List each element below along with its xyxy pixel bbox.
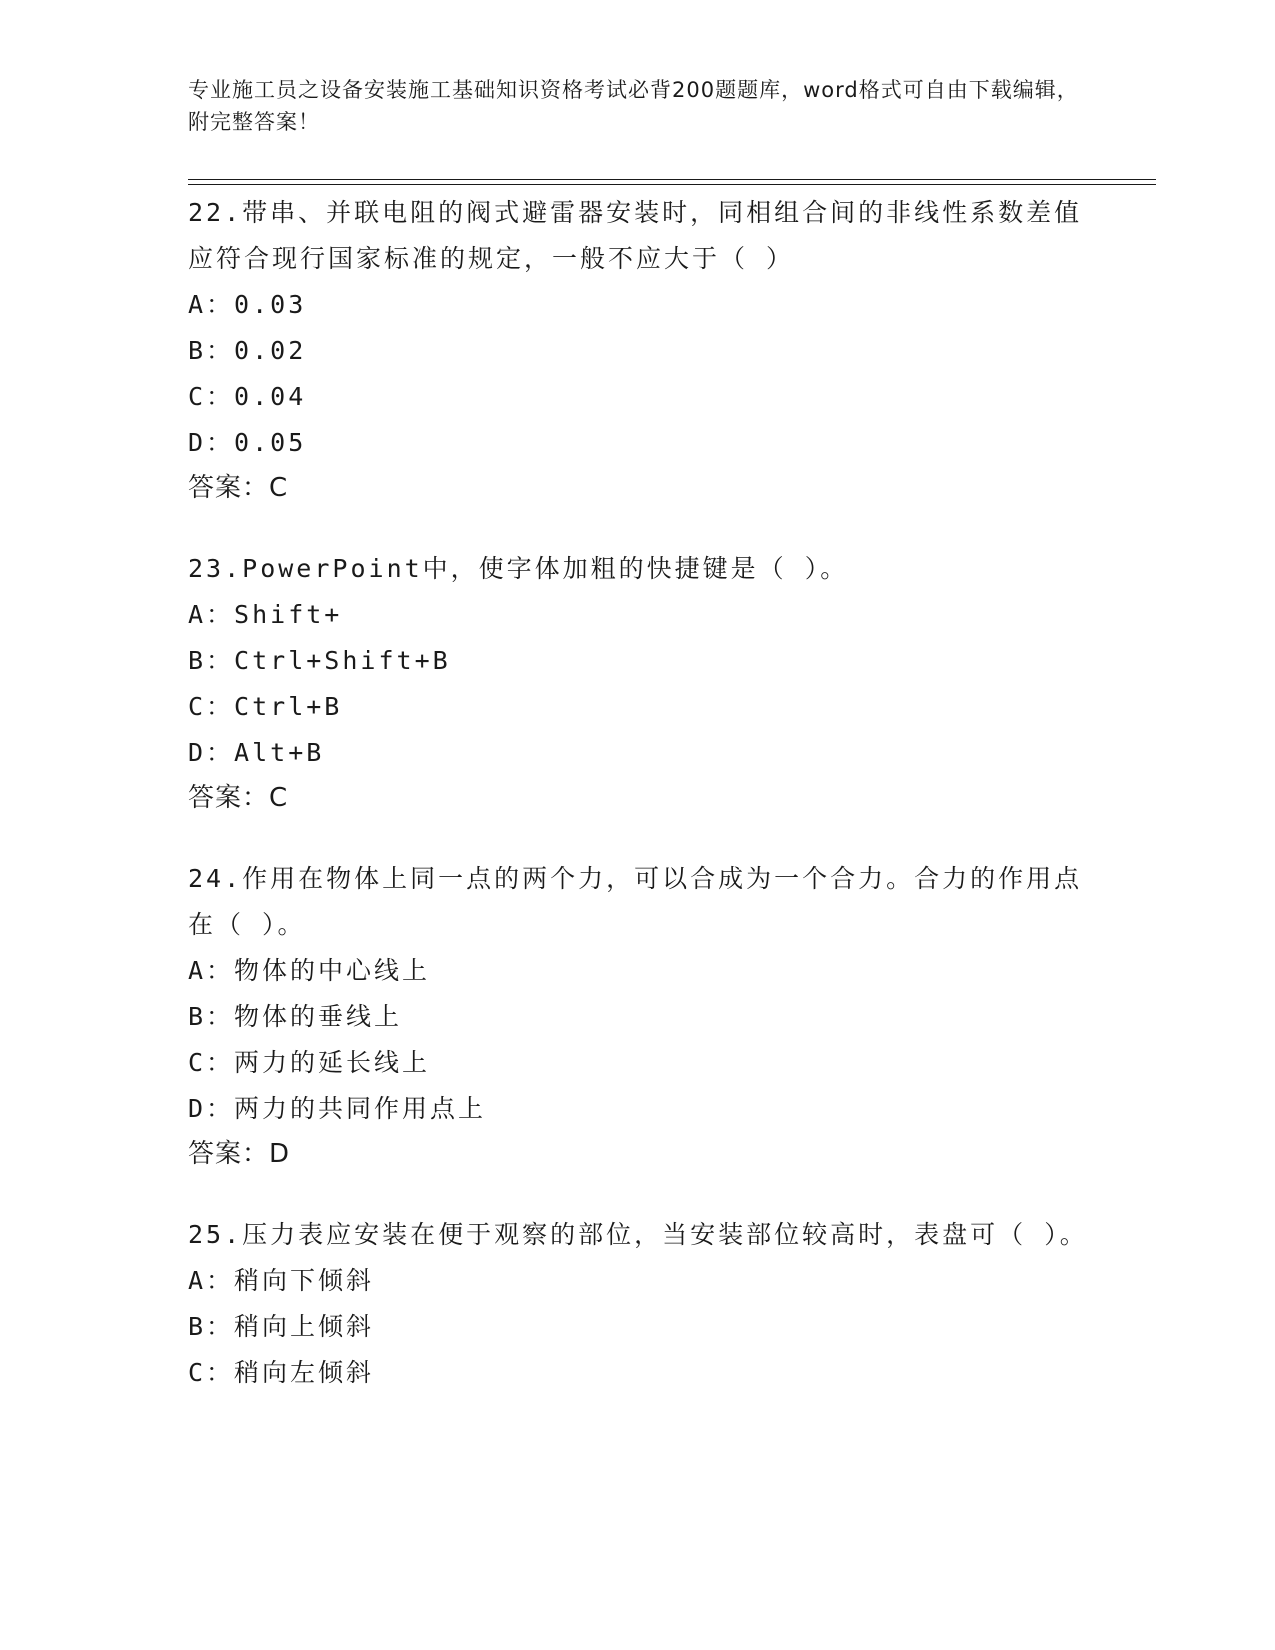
option-c: C：0.04 bbox=[188, 382, 307, 411]
option-b: B：物体的垂线上 bbox=[188, 1002, 403, 1031]
option-c: C：稍向左倾斜 bbox=[188, 1358, 375, 1387]
option-d: D：0.05 bbox=[188, 428, 307, 457]
header-divider-top bbox=[188, 179, 1156, 180]
option-a: A：Shift+ bbox=[188, 600, 343, 629]
question-22 bbox=[188, 190, 1088, 510]
option-b: B：稍向上倾斜 bbox=[188, 1312, 375, 1341]
question-text: 24.作用在物体上同一点的两个力，可以合成为一个合力。合力的作用点在（ ）。 bbox=[188, 864, 1083, 939]
question-25 bbox=[188, 1212, 1088, 1396]
question-list bbox=[188, 190, 1088, 1432]
question-text: 22.带串、并联电阻的阀式避雷器安装时，同相组合间的非线性系数差值应符合现行国家标准的规定，一般不应大于（ ） bbox=[188, 198, 1083, 273]
option-d: D：两力的共同作用点上 bbox=[188, 1094, 487, 1123]
question-23 bbox=[188, 546, 1088, 820]
question-text: 23.PowerPoint中，使字体加粗的快捷键是（ ）。 bbox=[188, 554, 849, 583]
option-c: C：两力的延长线上 bbox=[188, 1048, 431, 1077]
answer: 答案：D bbox=[188, 1139, 291, 1169]
answer: 答案：C bbox=[188, 473, 289, 503]
header-divider-bottom bbox=[188, 184, 1156, 185]
option-d: D：Alt+B bbox=[188, 738, 325, 767]
option-b: B：Ctrl+Shift+B bbox=[188, 646, 451, 675]
option-a: A：0.03 bbox=[188, 290, 307, 319]
option-c: C：Ctrl+B bbox=[188, 692, 343, 721]
option-a: A：稍向下倾斜 bbox=[188, 1266, 375, 1295]
question-24 bbox=[188, 856, 1088, 1176]
option-a: A：物体的中心线上 bbox=[188, 956, 431, 985]
answer: 答案：C bbox=[188, 783, 289, 813]
document-header: 专业施工员之设备安装施工基础知识资格考试必背200题题库，word格式可自由下载编辑，附完整答案！ bbox=[188, 78, 1079, 134]
question-text: 25.压力表应安装在便于观察的部位，当安装部位较高时，表盘可（ ）。 bbox=[188, 1220, 1088, 1249]
option-b: B：0.02 bbox=[188, 336, 307, 365]
